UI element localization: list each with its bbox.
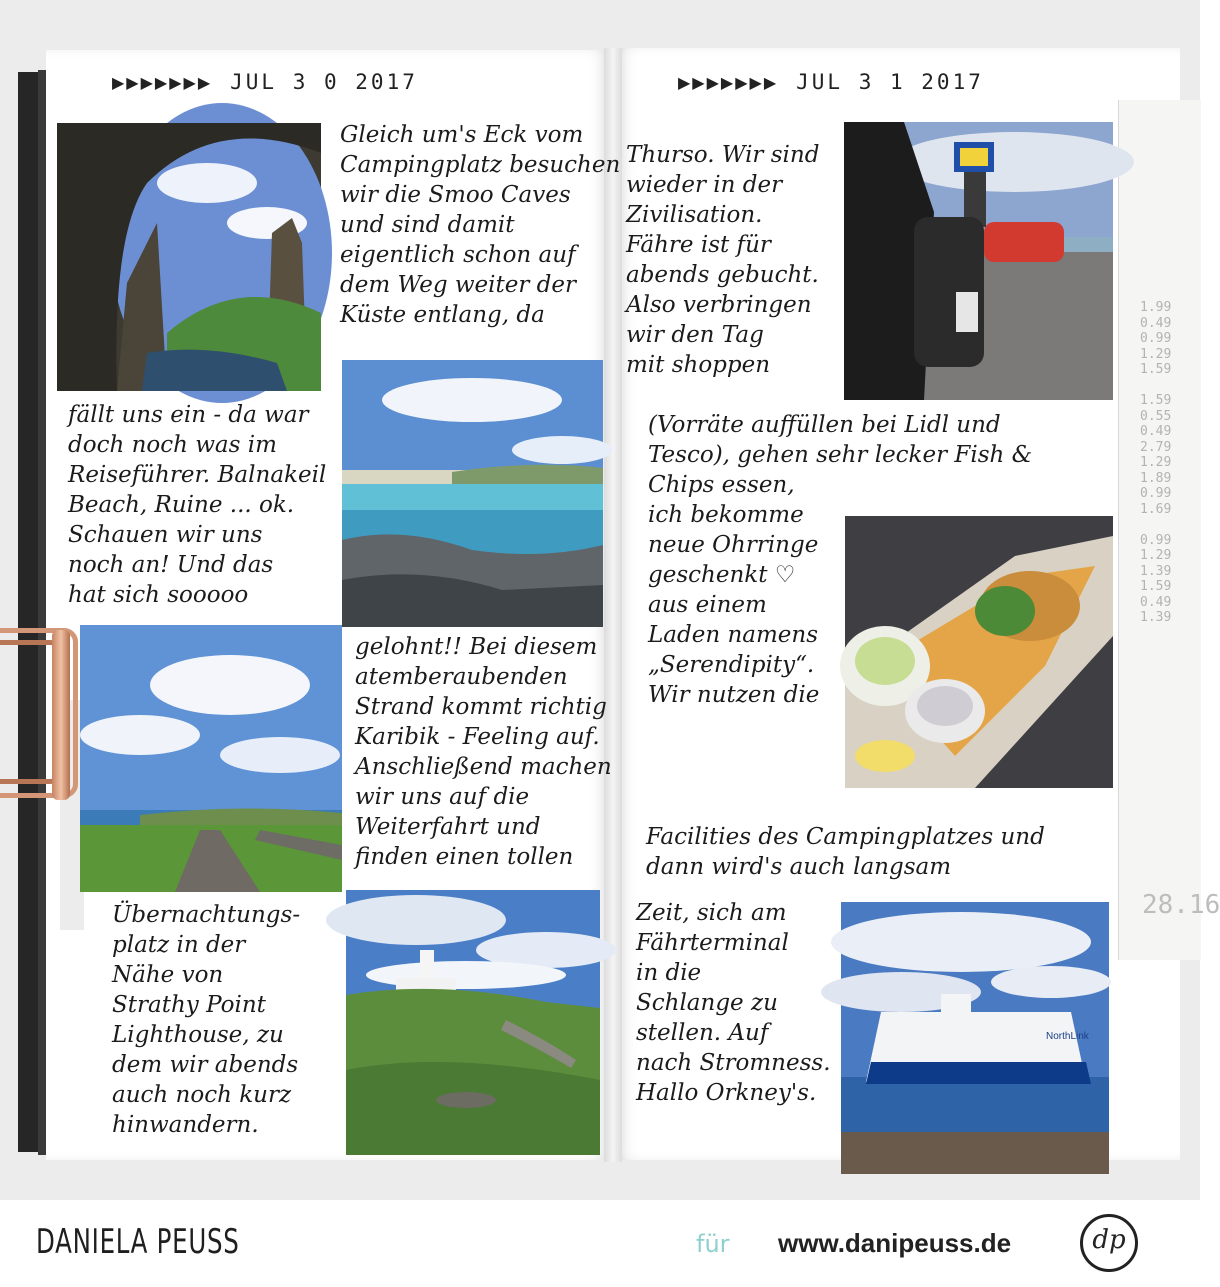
date-stamp: JUL 3 0 2017 xyxy=(230,70,418,94)
coastal-road-photo xyxy=(80,625,342,892)
beach-photo xyxy=(342,360,603,627)
handwritten-text: (Vorräte auffüllen bei Lidl und Tesco), gehen sehr lecker Fish & Chips essen, ich bekomme neue Ohrringe geschenkt ♡ aus einem Laden namens „Serendipity“. Wir nutzen die xyxy=(648,412,1033,708)
handwritten-text: Thurso. Wir sind wieder in der Zivilisation. Fähre ist für abends gebucht. Also verbringen wir den Tag mit shoppen xyxy=(626,142,820,378)
car-lidl-photo xyxy=(844,122,1113,400)
handwritten-text: fällt uns ein - da war doch noch was im Reiseführer. Balnakeil Beach, Ruine ... ok. Schauen wir uns noch an! Und das hat sich sooooo xyxy=(68,402,327,608)
binder-clip-bar xyxy=(52,630,70,800)
dp-logo xyxy=(1080,1214,1138,1272)
handwritten-text: Facilities des Campingplatzes und dann wird's auch langsam xyxy=(646,824,1045,880)
ship-name-label: NorthLink xyxy=(1046,1031,1089,1042)
website-url[interactable]: www.danipeuss.de xyxy=(778,1228,1012,1258)
arrow-stamp: ▶▶▶▶▶▶▶ xyxy=(678,72,779,92)
handwritten-text: Zeit, sich am Fährterminal in die Schlange zu stellen. Auf nach Stromness. Hallo Orkney's. xyxy=(636,900,831,1106)
left-date-header xyxy=(112,70,418,94)
ferry-photo xyxy=(841,902,1109,1174)
cave-photo xyxy=(57,123,321,391)
handwritten-text: Übernachtungs- platz in der Nähe von Strathy Point Lighthouse, zu dem wir abends auch noch kurz hinwandern. xyxy=(112,902,301,1138)
right-date-header xyxy=(678,70,984,94)
handwritten-text: Gleich um's Eck vom Campingplatz besuchen wir die Smoo Caves und sind damit eigentlich schon auf dem Weg weiter der Küste entlang, da xyxy=(340,122,621,328)
author-name: DANIELA PEUSS xyxy=(36,1222,240,1262)
lighthouse-photo xyxy=(346,890,600,1155)
logo-text: dp xyxy=(1092,1225,1126,1255)
receipt-numbers: 1.99 0.49 0.99 1.29 1.59 1.59 0.55 0.49 2.79 1.29 1.89 0.99 1.69 0.99 1.29 1.39 1.59 0.49 1.39 xyxy=(1140,300,1172,625)
receipt-total: 28.16 xyxy=(1142,890,1220,920)
handwritten-text: gelohnt!! Bei diesem atemberaubenden Strand kommt richtig Karibik - Feeling auf. Anschließend machen wir uns auf die Weiterfahrt und finden einen tollen xyxy=(355,634,612,870)
arrow-stamp: ▶▶▶▶▶▶▶ xyxy=(112,72,213,92)
fuer-label: für xyxy=(696,1230,730,1258)
date-stamp: JUL 3 1 2017 xyxy=(796,70,984,94)
